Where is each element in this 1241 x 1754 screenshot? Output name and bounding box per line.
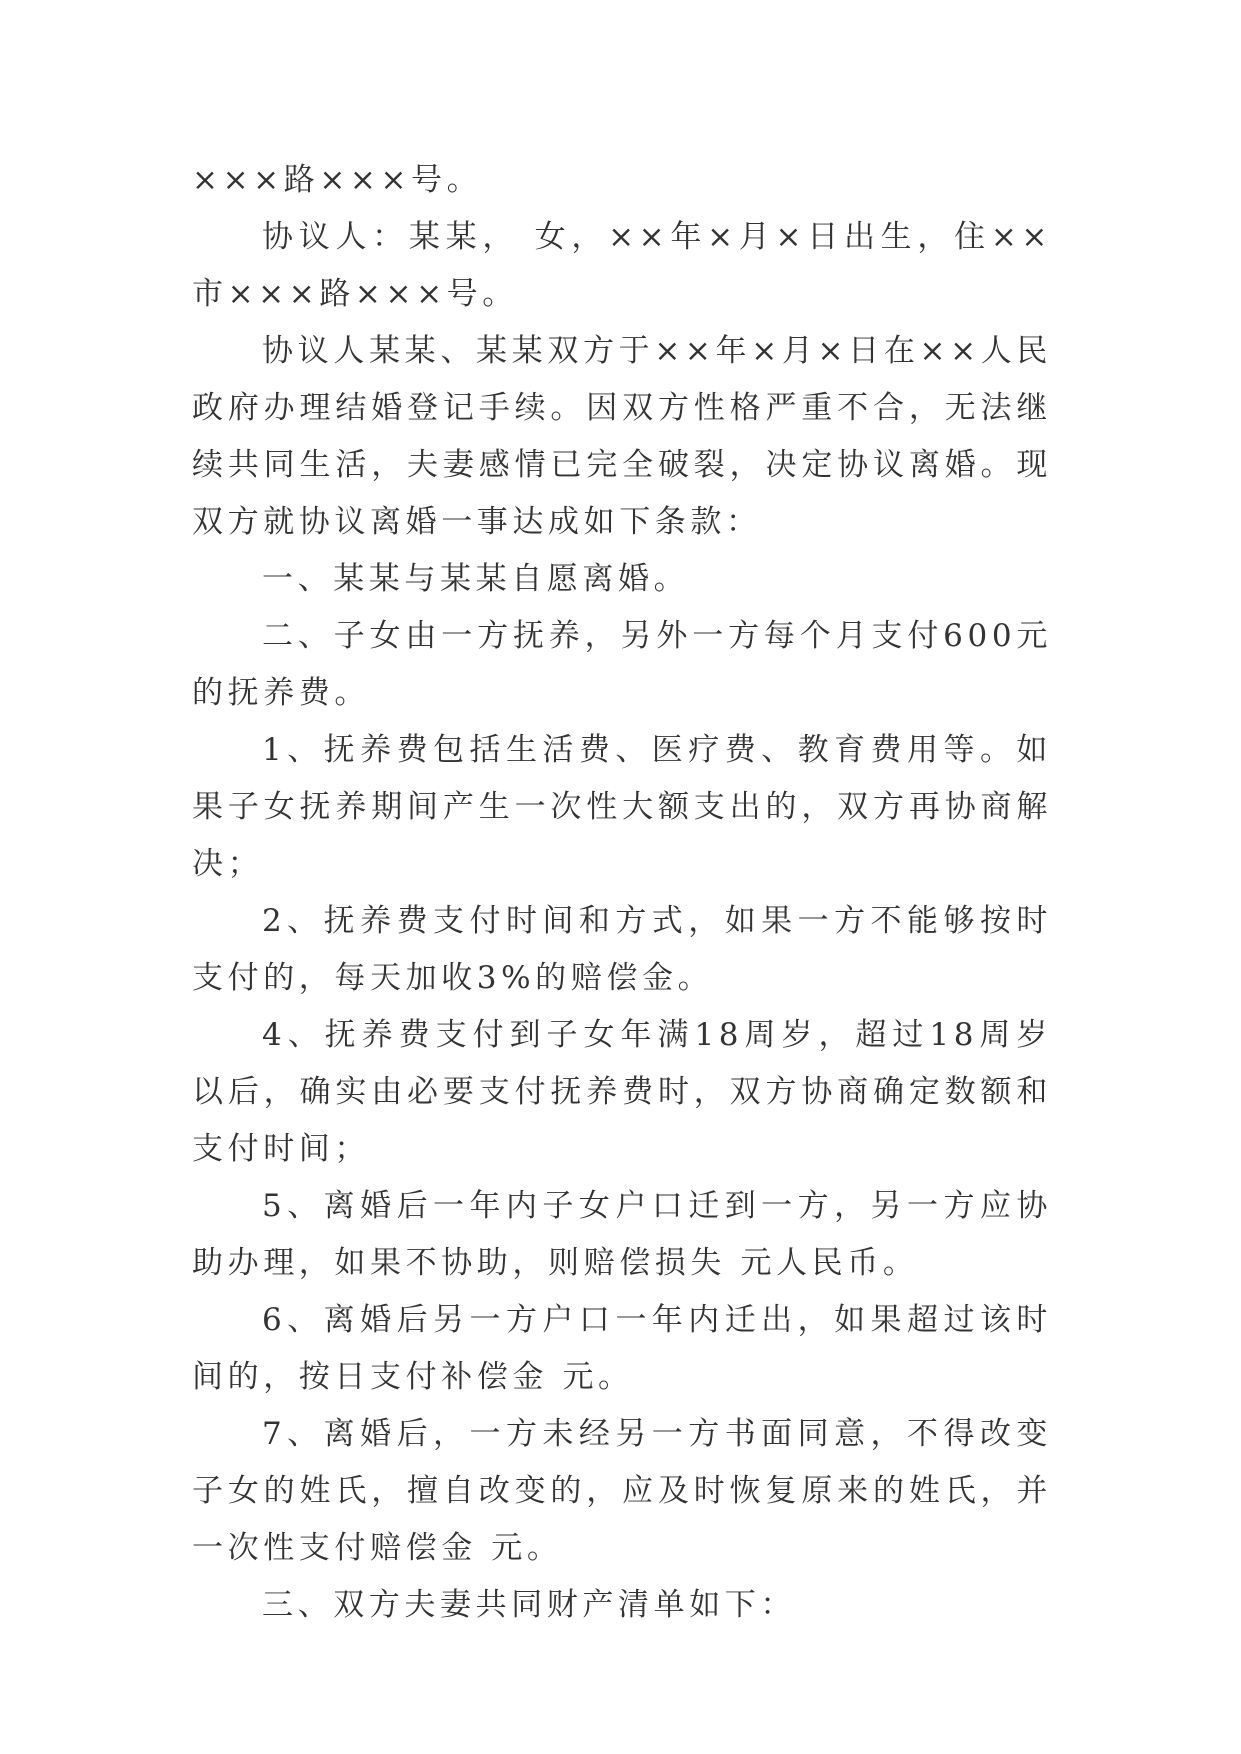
paragraph-item-5: 5、离婚后一年内子女户口迁到一方，另一方应协助办理，如果不协助，则赔偿损失 元人民币。 [192, 1188, 1052, 1281]
paragraph-item-1: 1、抚养费包括生活费、医疗费、教育费用等。如果子女抚养期间产生一次性大额支出的，双方再协商解决； [192, 732, 1052, 882]
paragraph-clause-2: 二、子女由一方抚养，另外一方每个月支付600元的抚养费。 [192, 618, 1052, 711]
paragraph-item-7: 7、离婚后，一方未经另一方书面同意，不得改变子女的姓氏，擅自改变的，应及时恢复原来的姓氏，并一次性支付赔偿金 元。 [192, 1416, 1052, 1566]
paragraph-address-continuation: ×××路×××号。 [192, 162, 483, 198]
paragraph-clause-1: 一、某某与某某自愿离婚。 [262, 561, 690, 597]
paragraph-preamble: 协议人某某、某某双方于××年×月×日在××人民政府办理结婚登记手续。因双方性格严重不合，无法继续共同生活，夫妻感情已完全破裂，决定协议离婚。现双方就协议离婚一事达成如下条款： [192, 333, 1052, 540]
document-body [192, 152, 1052, 1634]
paragraph-item-6: 6、离婚后另一方户口一年内迁出，如果超过该时间的，按日支付补偿金 元。 [192, 1302, 1052, 1395]
paragraph-clause-3: 三、双方夫妻共同财产清单如下： [262, 1587, 796, 1623]
paragraph-item-2: 2、抚养费支付时间和方式，如果一方不能够按时支付的，每天加收3%的赔偿金。 [192, 903, 1052, 996]
paragraph-item-4: 4、抚养费支付到子女年满18周岁，超过18周岁以后，确实由必要支付抚养费时，双方协商确定数额和支付时间； [192, 1017, 1052, 1167]
paragraph-party-female: 协议人：某某， 女，××年×月×日出生，住××市×××路×××号。 [192, 219, 1052, 312]
